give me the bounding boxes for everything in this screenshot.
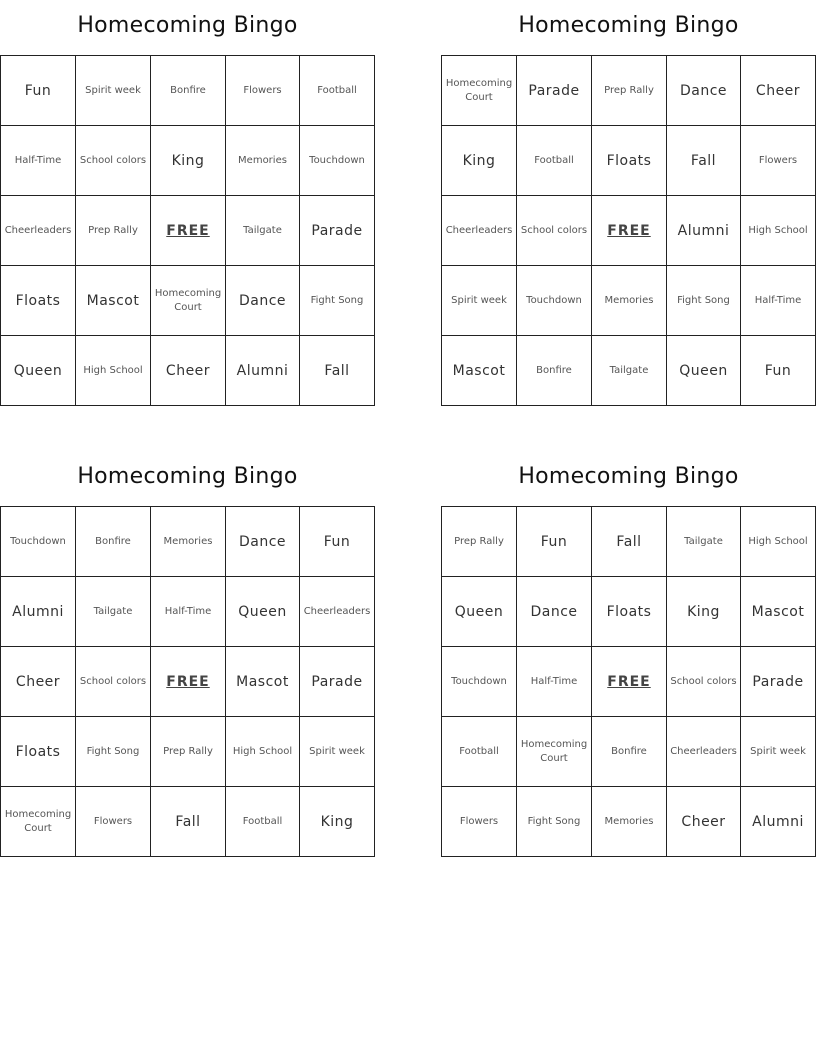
bingo-cell: Spirit week (442, 266, 517, 336)
bingo-cell: Touchdown (1, 507, 76, 577)
free-space: FREE (151, 647, 226, 717)
bingo-cell: Football (517, 126, 592, 196)
bingo-cell: School colors (76, 647, 151, 717)
bingo-cell: Half-Time (741, 266, 816, 336)
bingo-cell: Mascot (741, 577, 816, 647)
bingo-cell: Dance (667, 56, 741, 126)
bingo-cell: Fun (741, 336, 816, 406)
bingo-cell: Cheerleaders (442, 196, 517, 266)
bingo-cell: Flowers (76, 787, 151, 857)
bingo-cell: Tailgate (226, 196, 300, 266)
bingo-cell: Memories (151, 507, 226, 577)
bingo-cell: Cheer (741, 56, 816, 126)
bingo-cell: Cheer (1, 647, 76, 717)
bingo-cell: Alumni (741, 787, 816, 857)
bingo-cell: Spirit week (76, 56, 151, 126)
bingo-cell: Homecoming Court (1, 787, 76, 857)
bingo-cell: Fight Song (300, 266, 375, 336)
bingo-cell: School colors (76, 126, 151, 196)
bingo-cell: Flowers (442, 787, 517, 857)
bingo-cell: Bonfire (592, 717, 667, 787)
bingo-cell: Queen (667, 336, 741, 406)
bingo-cell: Mascot (76, 266, 151, 336)
bingo-cell: Mascot (226, 647, 300, 717)
bingo-cell: Prep Rally (442, 507, 517, 577)
bingo-cell: Memories (592, 787, 667, 857)
bingo-cell: Floats (1, 717, 76, 787)
bingo-cell: Homecoming Court (151, 266, 226, 336)
bingo-cell: Fun (300, 507, 375, 577)
bingo-cell: King (151, 126, 226, 196)
bingo-cell: Fall (151, 787, 226, 857)
bingo-cell: Dance (226, 266, 300, 336)
bingo-cell: Prep Rally (592, 56, 667, 126)
free-space: FREE (592, 647, 667, 717)
bingo-cell: Half-Time (1, 126, 76, 196)
bingo-cell: Floats (1, 266, 76, 336)
bingo-cell: Fight Song (76, 717, 151, 787)
bingo-cell: Touchdown (300, 126, 375, 196)
bingo-cell: High School (76, 336, 151, 406)
bingo-cell: Cheerleaders (667, 717, 741, 787)
bingo-cell: Bonfire (76, 507, 151, 577)
bingo-cell: Homecoming Court (442, 56, 517, 126)
bingo-cell: Parade (300, 196, 375, 266)
bingo-cell: High School (741, 196, 816, 266)
bingo-cell: Memories (592, 266, 667, 336)
card-title: Homecoming Bingo (77, 464, 298, 489)
free-space: FREE (151, 196, 226, 266)
bingo-cell: Cheer (151, 336, 226, 406)
bingo-grid (0, 55, 375, 406)
bingo-cell: Memories (226, 126, 300, 196)
bingo-cell: Cheerleaders (300, 577, 375, 647)
bingo-cell: Spirit week (741, 717, 816, 787)
bingo-cell: School colors (517, 196, 592, 266)
bingo-cell: Touchdown (442, 647, 517, 717)
bingo-cell: Flowers (741, 126, 816, 196)
bingo-cell: Fall (592, 507, 667, 577)
bingo-cell: Half-Time (517, 647, 592, 717)
bingo-cell: Fall (667, 126, 741, 196)
bingo-cell: Queen (1, 336, 76, 406)
bingo-cell: Alumni (667, 196, 741, 266)
bingo-cell: King (442, 126, 517, 196)
bingo-cell: Fight Song (517, 787, 592, 857)
bingo-cell: Bonfire (517, 336, 592, 406)
bingo-cell: Fall (300, 336, 375, 406)
bingo-cell: Flowers (226, 56, 300, 126)
bingo-cell: Cheer (667, 787, 741, 857)
bingo-cell: Half-Time (151, 577, 226, 647)
bingo-cell: High School (226, 717, 300, 787)
bingo-cell: School colors (667, 647, 741, 717)
bingo-cell: Touchdown (517, 266, 592, 336)
bingo-cell: Cheerleaders (1, 196, 76, 266)
bingo-cell: Bonfire (151, 56, 226, 126)
bingo-cell: Fun (517, 507, 592, 577)
bingo-cell: Football (442, 717, 517, 787)
bingo-cell: Spirit week (300, 717, 375, 787)
bingo-cell: Floats (592, 577, 667, 647)
bingo-cell: Queen (226, 577, 300, 647)
card-title: Homecoming Bingo (518, 464, 739, 489)
bingo-cell: Dance (517, 577, 592, 647)
bingo-cell: Alumni (1, 577, 76, 647)
free-space: FREE (592, 196, 667, 266)
bingo-grid (441, 506, 816, 857)
bingo-cell: Prep Rally (76, 196, 151, 266)
bingo-cell: King (667, 577, 741, 647)
bingo-cell: Football (300, 56, 375, 126)
bingo-cell: Alumni (226, 336, 300, 406)
bingo-grid (0, 506, 375, 857)
bingo-cell: Parade (741, 647, 816, 717)
bingo-cell: Fight Song (667, 266, 741, 336)
bingo-cell: Football (226, 787, 300, 857)
bingo-cell: Homecoming Court (517, 717, 592, 787)
bingo-cell: Prep Rally (151, 717, 226, 787)
bingo-cell: Fun (1, 56, 76, 126)
bingo-cell: Parade (517, 56, 592, 126)
bingo-cell: Dance (226, 507, 300, 577)
bingo-cell: Tailgate (76, 577, 151, 647)
card-title: Homecoming Bingo (518, 13, 739, 38)
bingo-cell: Tailgate (592, 336, 667, 406)
bingo-cell: Parade (300, 647, 375, 717)
card-title: Homecoming Bingo (77, 13, 298, 38)
bingo-cell: Queen (442, 577, 517, 647)
bingo-grid (441, 55, 816, 406)
bingo-cell: Tailgate (667, 507, 741, 577)
bingo-cell: King (300, 787, 375, 857)
bingo-cell: Mascot (442, 336, 517, 406)
bingo-cell: High School (741, 507, 816, 577)
bingo-cell: Floats (592, 126, 667, 196)
